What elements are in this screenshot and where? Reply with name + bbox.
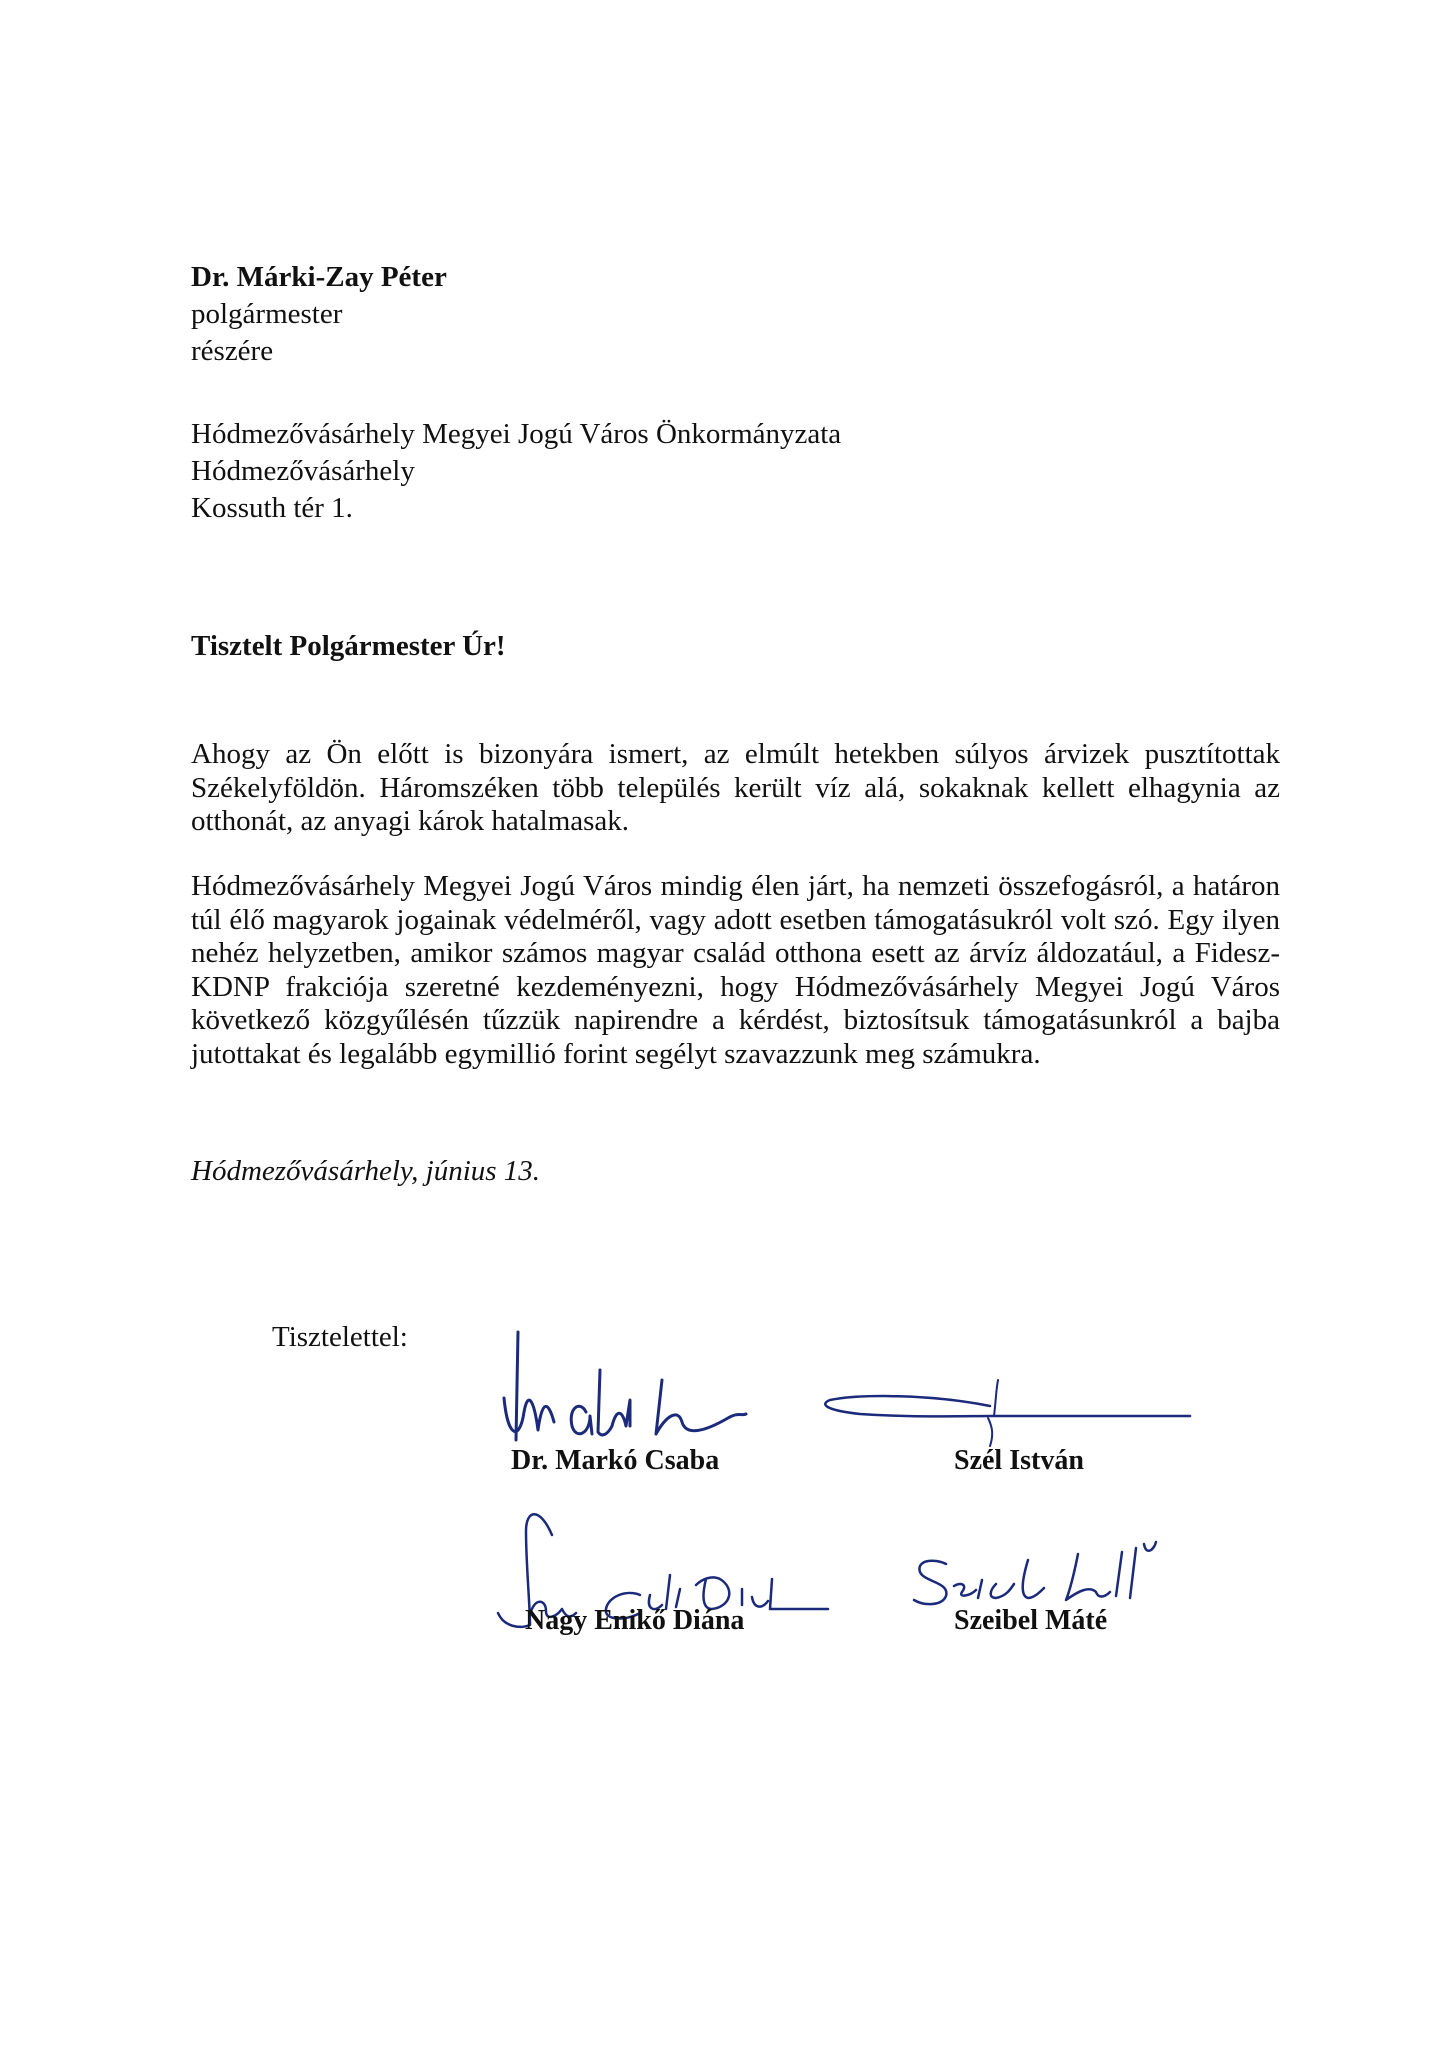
body-paragraph-2: Hódmezővásárhely Megyei Jogú Város mindig élen járt, ha nemzeti összefogásról, a határon túl élő magyarok jogainak védelméről, vagy adott esetben támogatásukról volt szó. Egy ilyen nehéz helyzetben, amikor számos magyar család otthona esett az árvíz áldozatául, a Fidesz-KDNP frakciója szeretné kezdeményezni, hogy Hódmezővásárhely Megyei Jogú Város következő közgyűlésén tűzzük napirendre a kérdést, biztosítsuk támogatásunkról a bajba jutottakat és legalább egymillió forint segélyt szavazzunk meg számukra. <box>191 870 1280 1070</box>
signatory-name-3: Nagy Enikő Diána <box>525 1605 745 1636</box>
recipient-name: Dr. Márki-Zay Péter <box>191 261 447 293</box>
signatory-name-1: Dr. Markó Csaba <box>511 1445 720 1476</box>
recipient-for: részére <box>191 335 274 367</box>
closing-phrase: Tisztelettel: <box>272 1321 408 1353</box>
recipient-title: polgármester <box>191 298 343 330</box>
signature-marko-csaba <box>490 1330 790 1450</box>
address-line-2: Hódmezővásárhely <box>191 455 415 487</box>
body-paragraph-1: Ahogy az Ön előtt is bizonyára ismert, az elmúlt hetekben súlyos árvizek pusztítottak Székelyföldön. Háromszéken több település került víz alá, sokaknak kellett elhagynia az otthonát, az anyagi károk hatalmasak. <box>191 738 1280 837</box>
signature-szel-istvan <box>820 1370 1200 1450</box>
recipient-block <box>191 259 447 370</box>
salutation: Tisztelt Polgármester Úr! <box>191 630 506 662</box>
place-date: Hódmezővásárhely, június 13. <box>191 1155 541 1187</box>
signatory-name-4: Szeibel Máté <box>954 1605 1108 1636</box>
address-block <box>191 416 841 527</box>
address-line-3: Kossuth tér 1. <box>191 492 353 524</box>
address-line-1: Hódmezővásárhely Megyei Jogú Város Önkormányzata <box>191 418 842 450</box>
signatory-name-2: Szél István <box>954 1445 1084 1476</box>
